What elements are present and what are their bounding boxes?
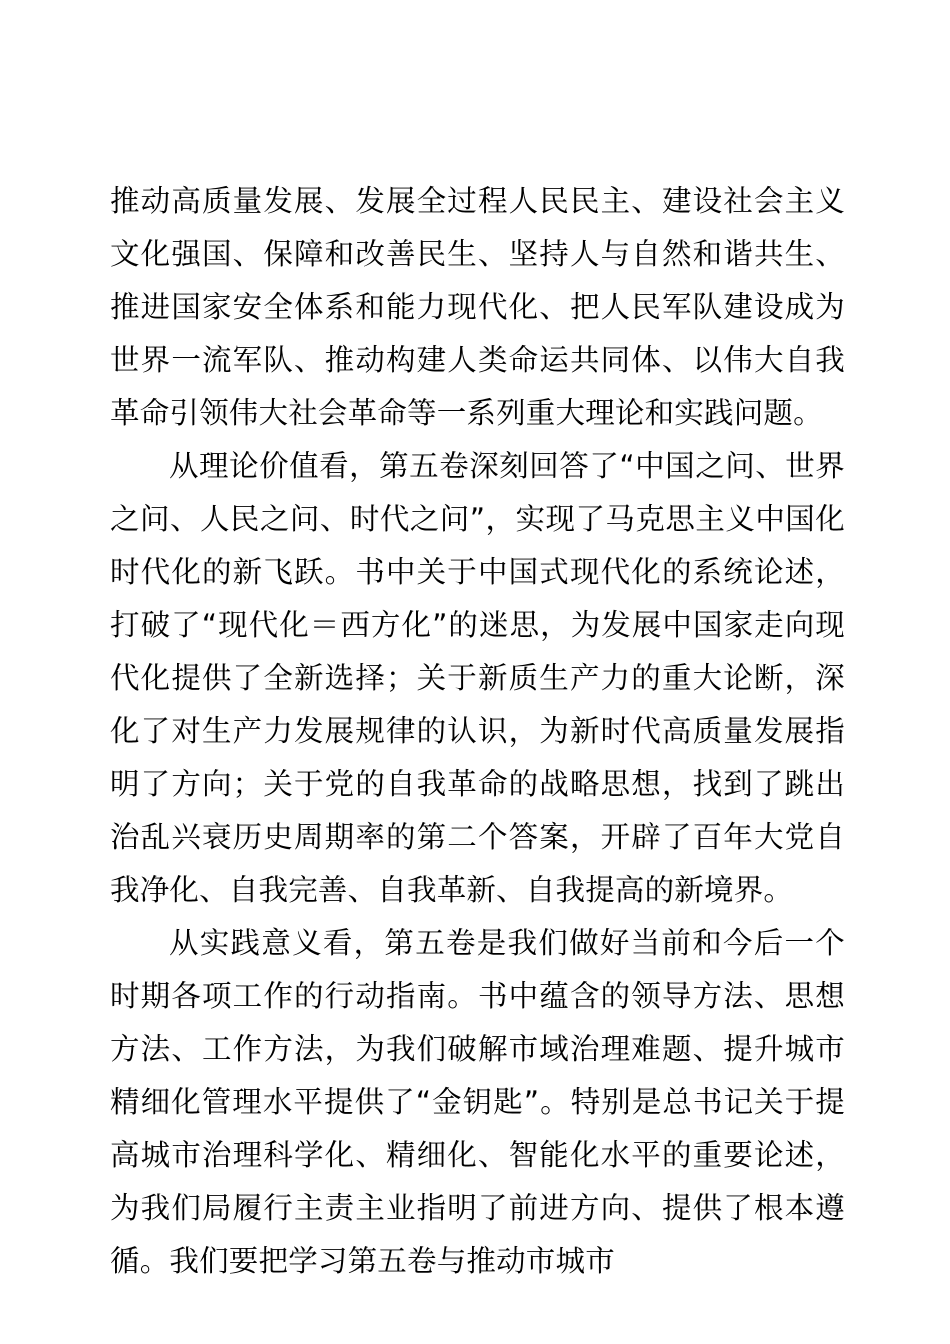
paragraph-2: 从理论价值看，第五卷深刻回答了“中国之问、世界之问、人民之问、时代之问”，实现了马克思主义中国化时代化的新飞跃。书中关于中国式现代化的系统论述，打破了“现代化＝西方化”的迷思，为发展中国家走向现代化提供了全新选择；关于新质生产力的重大论断，深化了对生产力发展规律的认识，为新时代高质量发展指明了方向；关于党的自我革命的战略思想，找到了跳出治乱兴衰历史周期率的第二个答案，开辟了百年大党自我净化、自我完善、自我革新、自我提高的新境界。 [110, 449, 845, 907]
document-body [110, 175, 845, 1288]
paragraph-3: 从实践意义看，第五卷是我们做好当前和今后一个时期各项工作的行动指南。书中蕴含的领导方法、思想方法、工作方法，为我们破解市域治理难题、提升城市精细化管理水平提供了“金钥匙”。特别是总书记关于提高城市治理科学化、精细化、智能化水平的重要论述，为我们局履行主责主业指明了前进方向、提供了根本遵循。我们要把学习第五卷与推动市城市 [110, 926, 845, 1278]
paragraph-1: 推动高质量发展、发展全过程人民民主、建设社会主义文化强国、保障和改善民生、坚持人与自然和谐共生、推进国家安全体系和能力现代化、把人民军队建设成为世界一流军队、推动构建人类命运共同体、以伟大自我革命引领伟大社会革命等一系列重大理论和实践问题。 [110, 184, 845, 430]
